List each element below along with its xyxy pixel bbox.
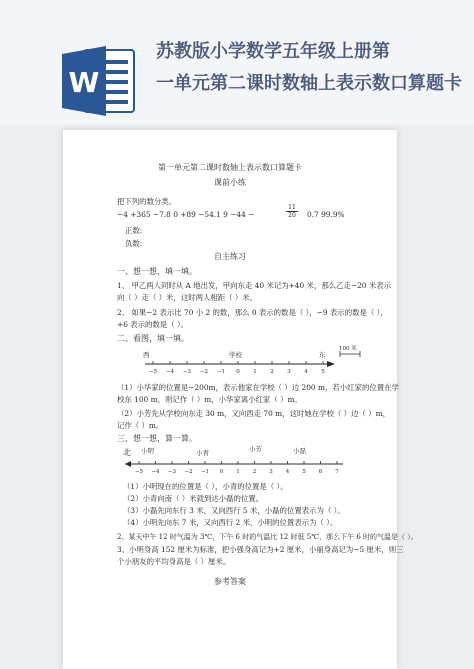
- tick-label: 5: [321, 369, 325, 375]
- tick-label: 7: [335, 469, 339, 475]
- q2-line2: +6 表示的数是（ ）。: [117, 320, 189, 329]
- tick-label: −1: [216, 369, 226, 375]
- preview-heading: 课前小练: [214, 178, 246, 187]
- q6-line1: 3、小明身高 152 厘米为标准，把小强身高记为+2 厘米，小丽身高记为−5 厘米，则三: [117, 545, 404, 554]
- tick-label: 4: [285, 469, 290, 475]
- tick-label: −2: [184, 469, 193, 475]
- section-3-heading: 三、想一想，算一算。: [117, 434, 197, 443]
- number-list-b: 0.7 99.9%: [307, 210, 345, 219]
- word-icon: [58, 40, 140, 122]
- q1-line1: 1、 甲乙两人同时从 A 地出发，甲向东走 40 米记为+40 米，那么乙走−20 米表示: [117, 281, 392, 290]
- tick-label: −3: [167, 469, 177, 475]
- svg-text:W: W: [68, 66, 100, 99]
- nl2-name-1: 小明: [141, 447, 154, 455]
- tick-label: 1: [253, 369, 257, 375]
- q6-line2: 个小朋友的平均身高是（ ）厘米。: [117, 557, 231, 566]
- a1-line2: 校东 100 m，则记作（ ）m，小华家离小红家（ ）m。: [117, 395, 302, 404]
- tick-label: −4: [151, 469, 160, 475]
- nl1-school-label: 学校: [229, 351, 242, 359]
- nl1-east-label: 东: [319, 351, 326, 359]
- tick-label: 1: [236, 469, 240, 475]
- tick-label: 5: [302, 469, 306, 475]
- tick-label: −2: [199, 369, 209, 375]
- nl2-north-label: 北: [123, 448, 131, 457]
- tick-label: 2: [270, 369, 274, 375]
- tick-label: 0: [236, 369, 240, 375]
- tick-label: 3: [269, 469, 273, 475]
- nl2-name-4: 小磊: [293, 447, 306, 455]
- section-2-heading: 二、看图，填一填。: [117, 334, 189, 343]
- a2-line2: 记作（ ）m。: [117, 421, 164, 430]
- positive-label: 正数:: [125, 226, 143, 235]
- nl1-scale-label: 100 米: [339, 346, 357, 352]
- a2-line1: （2）小芳先从学校向东走 30 m，又向西走 70 m，这时她在学校（ ）边（ ）m，: [117, 409, 390, 418]
- b2: （2）小青向南（ ）米就到达小磊的位置。: [123, 494, 264, 503]
- doc-heading: 第一单元第二课时数轴上表示数口算题卡: [158, 163, 302, 172]
- banner-title: [156, 36, 474, 100]
- nl1-scale-bar: [339, 351, 361, 357]
- tick-label: 4: [304, 369, 308, 375]
- b3: （3）小磊先向东行 3 米，又向西行 5 米，小磊的位置表示为（ ）。: [123, 506, 345, 515]
- tick-label: 2: [252, 469, 257, 475]
- self-practice-heading: 自主练习: [214, 252, 246, 261]
- a1-line1: （1）小华家的位置是−200m，表示他家在学校（ ）边 200 m，若小红家的位置在学: [117, 383, 399, 392]
- nl1-west-label: 西: [143, 351, 150, 359]
- q1-line2: 向（ ）走（ ）米，这时两人相距（ ）米。: [117, 293, 258, 302]
- instruction: 把下列的数分类。: [117, 197, 177, 206]
- number-line-1: [139, 356, 339, 380]
- fraction-numerator: 11: [286, 204, 298, 212]
- document-page: [63, 130, 418, 669]
- answers-heading: 参考答案: [214, 577, 246, 586]
- section-1-heading: 一、想一想，填一填。: [117, 267, 197, 276]
- tick-label: 3: [287, 369, 291, 375]
- banner: [0, 0, 474, 125]
- banner-title-line1: 苏教版小学数学五年级上册第: [156, 41, 390, 62]
- b4: （4）小明先向东 7 米，又向西行 2 米，小明的位置表示为（ ）。: [123, 518, 338, 527]
- tick-label: 6: [318, 469, 323, 475]
- tick-label: 0: [219, 469, 224, 475]
- fraction-denominator: 20: [288, 212, 296, 219]
- negative-label: 负数:: [125, 239, 143, 248]
- nl2-name-3: 小芳: [249, 445, 262, 453]
- tick-label: −4: [165, 369, 175, 375]
- tick-label: −1: [200, 469, 210, 475]
- q5: 2、某天中午 12 时气温为 3℃，下午 6 时的气温比 12 时低 5℃，那么下午 6 时的气温是（ ）。: [117, 533, 418, 541]
- banner-title-line2: 一单元第二课时数轴上表示数口算题卡: [156, 73, 462, 94]
- tick-label: −3: [182, 369, 192, 375]
- tick-label: −5: [134, 469, 144, 475]
- b1: （1）小明现在的位置是（ ），小青的位置是（ ）。: [123, 482, 288, 491]
- number-list-a: −4 +365 −7.8 0 +89 −54.1 9 −44 −: [117, 210, 255, 219]
- number-line-2: [121, 456, 351, 480]
- q2-line1: 2、 如果−2 表示比 70 小 2 的数，那么 0 表示的数是（ ），−9 表示的数是（ ），: [117, 308, 388, 317]
- nl2-name-2: 小青: [196, 449, 209, 457]
- fraction: [286, 204, 298, 219]
- tick-label: −5: [148, 369, 158, 375]
